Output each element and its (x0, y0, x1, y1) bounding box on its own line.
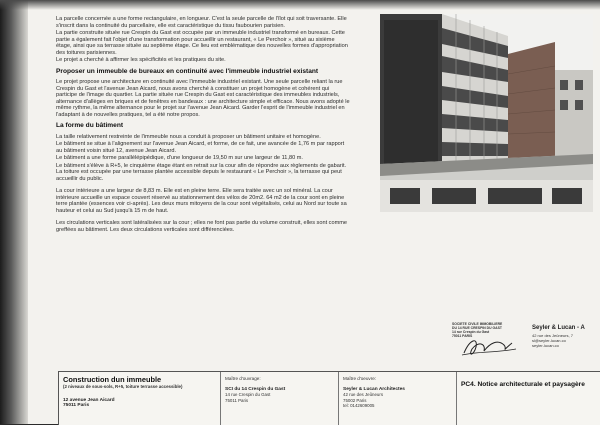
document-title: PC4. Notice architecturale et paysagère (461, 381, 585, 388)
paragraph (56, 215, 351, 219)
owner-address-line: 75011 Paris (225, 397, 249, 403)
architect-stamp (532, 326, 600, 348)
architect-address-line: 75002 Paris (343, 397, 367, 403)
notice-text-column (56, 16, 351, 234)
paragraph: Le bâtiment s'élève à R+5, le cinquième étage étant en retrait sur la cour afin de répondre aux règlements de gabarit. La toiture est occupée par une terrasse plantée accessible depuis le restaurant « Le Perchoir », la terrasse qui peut accueillir du public. (56, 162, 347, 182)
section1-heading: Proposer un immeuble de bureaux en continuité avec l'immeuble industriel existant (56, 67, 319, 75)
section2-heading: La forme du bâtiment (56, 122, 124, 129)
paragraph: La taille relativement restreinte de l'immeuble nous a conduit à proposer un bâtiment unitaire et homogène. (56, 133, 321, 140)
stamp-line: 75011 PARIS (452, 334, 473, 338)
title-block-architect (339, 372, 457, 425)
architect-address-line: 42 rue des Jeûneurs (343, 392, 384, 398)
stamp-line: SOCIETE CIVILE IMMOBILIERE (452, 322, 503, 326)
stamp-line: 14 rue Crespin du Gast (452, 330, 490, 334)
architect-label: Maître d'oeuvre: (343, 376, 377, 381)
project-address-line: 12 avenue Jean Aicard (63, 397, 115, 403)
architect-stamp-line: seyler-lucan.co (532, 343, 559, 348)
stamp-line: DU 14 RUE CRESPIN DU GAST (452, 326, 502, 330)
title-block-document (457, 372, 600, 425)
paragraph: La cour intérieure a une largeur de 8,83 m. Elle est en pleine terre. Elle sera traitée avec un sol minéral. La cour intérieure accueille un espace couvert réservé au stationnement des vélos de 20m2. 64 m2 de la cour sont en pleine terre plantée (essences voir ci-après). Les deux murs mitoyens de la cour sont végétalisés, celui au Nord sur toute sa hauteur et celui au Sud jusqu'à 15 m de haut. (56, 188, 347, 214)
section1-text: Le projet propose une architecture en continuité avec l'immeuble industriel existant. Une seule parcelle reliant la rue Crespin du Gast et l'avenue Jean Aicard, nous avons cherché à constituer un projet homogène et cohérent qui participe de l'image du quartier. La partie située rue Crespin du Gast est caractéristique des immeubles industriels, alternance d'allèges en briques et de fenêtres en bandeaux : une architecture simple et efficace. Nous avons adopté le même rythme, la même alternance pour le projet sur l'avenue Jean Aicard. Garder l'esprit de l'immeuble industriel en l'adaptant à de nouvelles pratiques, tel a été notre propos. (56, 79, 350, 118)
project-title: Construction dun immeuble (63, 375, 162, 384)
title-block (58, 371, 600, 425)
section2-paragraphs (56, 134, 351, 234)
scan-shadow-left (0, 0, 28, 424)
architect-stamp-line: sl@seyler-lucan.co (532, 338, 566, 343)
architect-address-line: tel: 0142609005 (343, 403, 375, 409)
building-photo (380, 14, 593, 212)
paragraph: Le projet a cherché à affirmer les spécificités et les pratiques du site. (56, 57, 226, 63)
intro-paragraphs (56, 16, 351, 64)
paragraph: La partie construite située rue Crespin du Gast est occupée par un immeuble industriel transformé en bureaux. Cette partie a également fait l'objet d'une transformation pour accueillir un restaurant, « Le Perchoir », situé au sixième étage, ainsi que sa terrasse située au septième étage. Ce lieu est emblématique des nouvelles formes d'appropriation des toitures parisiennes. (56, 30, 348, 56)
paragraph (56, 183, 351, 187)
scan-shadow-top (0, 0, 600, 10)
project-subtitle: (2 niveaux de sous-sols, R+5, toiture terrasse accessible) (63, 384, 183, 389)
paragraph: La parcelle concernée a une forme rectangulaire, en longueur. C'est la seule parcelle de l'îlot qui soit traversante. Elle s'inscrit dans la continuité du parcellaire, elle est caractéristique du tissu faubourien parisien. (56, 16, 347, 29)
project-address-line: 75011 Paris (63, 403, 90, 409)
handwritten-signature (460, 333, 520, 361)
architect-stamp-name: Seyler & Lucan - A (532, 325, 585, 331)
paragraph: Le bâtiment a une forme parallélépipédique, d'une longueur de 19,50 m sur une largeur de 11,80 m. (56, 155, 303, 161)
owner-name: SCI du 14 Crespin du Gast (225, 386, 286, 392)
architect-name: Seyler & Lucan Architectes (343, 386, 405, 392)
title-block-owner (221, 372, 339, 425)
architect-stamp-line: 42 rue des Jeûneurs, 7 (532, 333, 573, 338)
owner-address-line: 14 rue Crespin du Gast (225, 392, 271, 398)
building-photo-svg (380, 14, 593, 212)
paragraph: Les circulations verticales sont latéralisées sur la cour ; elles ne font pas partie du volume construit, elles sont comme greffées au bâtiment. Les deux circulations verticales sont différenciées. (56, 220, 348, 233)
title-block-project (59, 372, 221, 425)
paragraph: Le bâtiment se situe à l'alignement sur l'avenue Jean Aicard, et forme, de ce fait, une avancée de 1,76 m par rapport au bâtiment voisin situé 12, avenue Jean Aicard. (56, 141, 345, 154)
owner-label: Maître d'ouvrage: (225, 376, 261, 381)
